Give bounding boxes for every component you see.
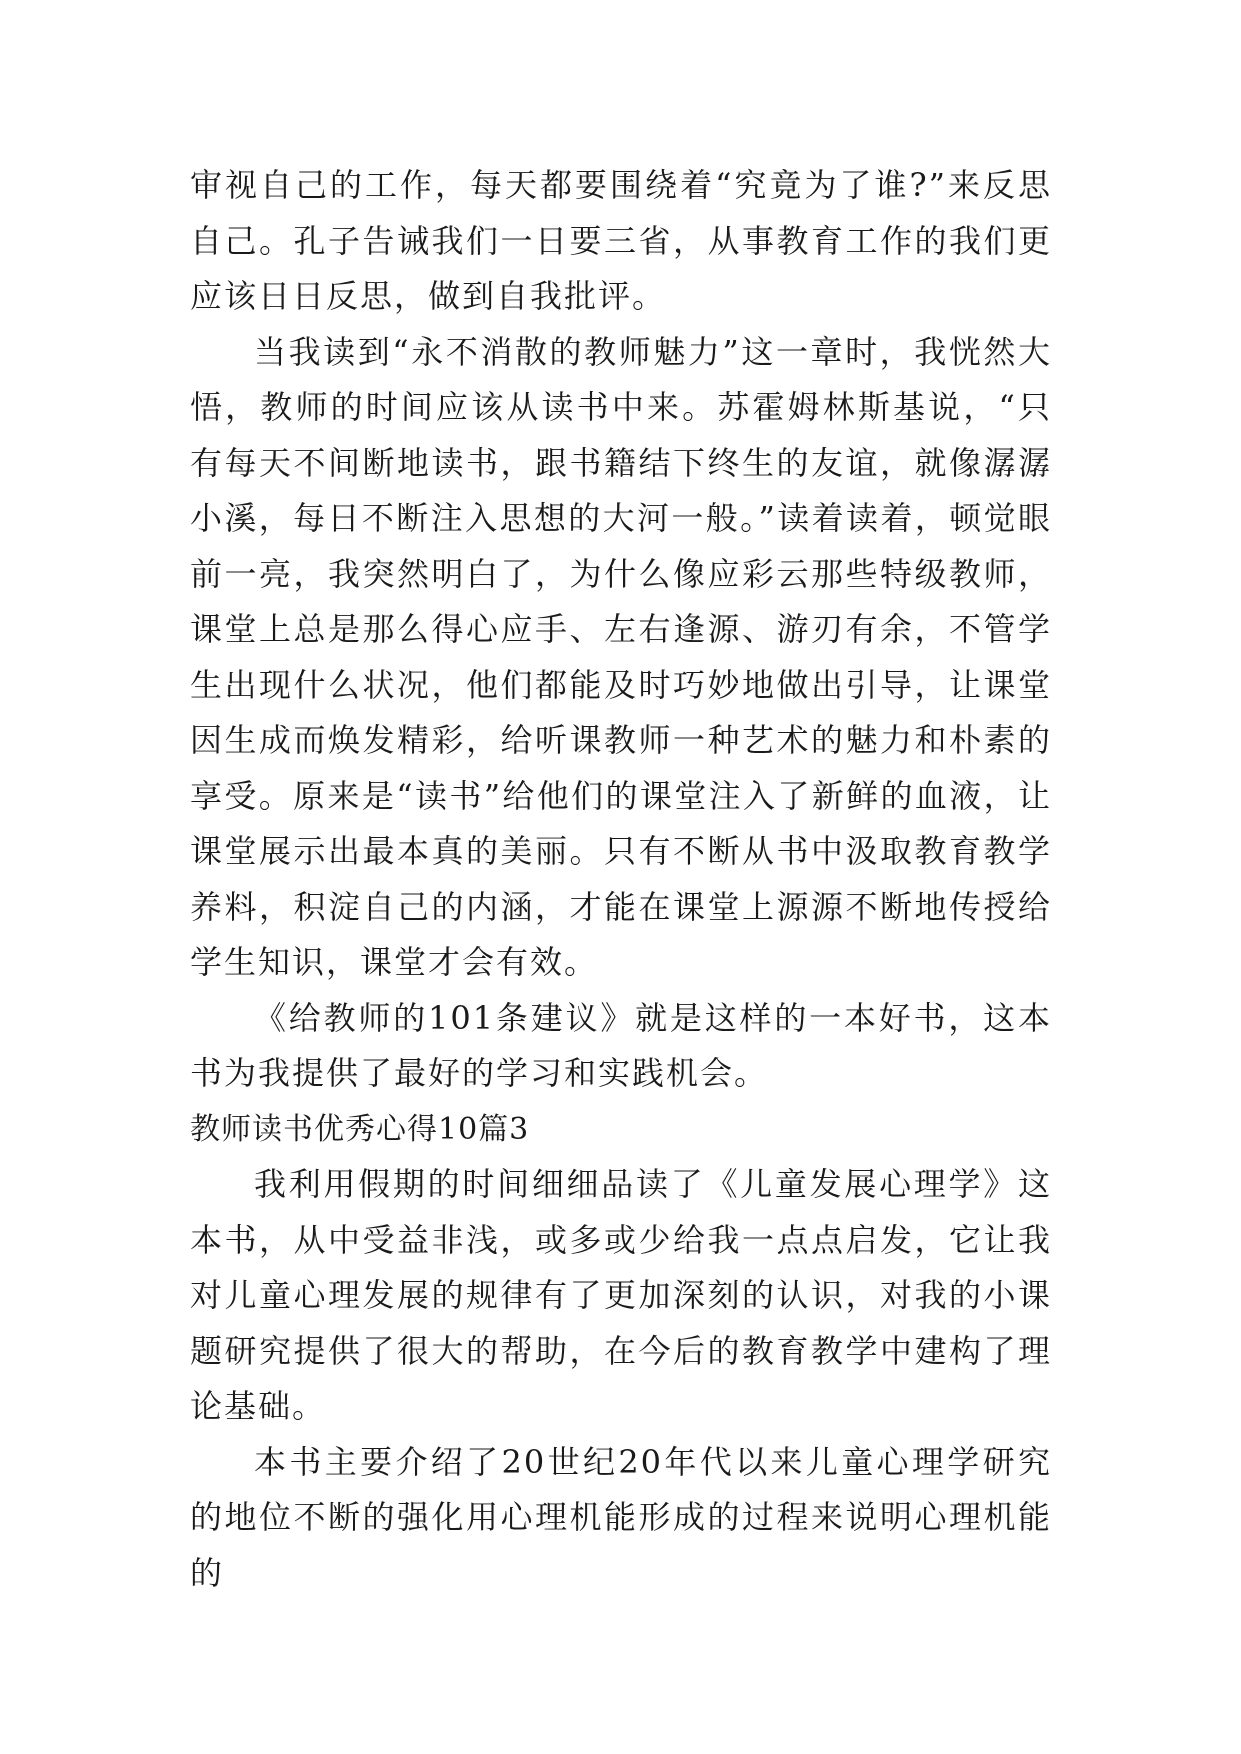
paragraph-book-recommendation: 《给教师的101条建议》就是这样的一本好书，这本书为我提供了最好的学习和实践机会。 xyxy=(190,998,1052,1092)
paragraph-book-intro: 本书主要介绍了20世纪20年代以来儿童心理学研究的地位不断的强化用心理机能形成的过程来说明心理机能的 xyxy=(190,1442,1052,1592)
document-body xyxy=(190,158,1052,1601)
paragraph-teacher-charm: 当我读到“永不消散的教师魅力”这一章时，我恍然大悟，教师的时间应该从读书中来。苏霍姆林斯基说，“只有每天不间断地读书，跟书籍结下终生的友谊，就像潺潺小溪，每日不断注入思想的大河一般。”读着读着，顿觉眼前一亮，我突然明白了，为什么像应彩云那些特级教师，课堂上总是那么得心应手、左右逢源、游刃有余，不管学生出现什么状况，他们都能及时巧妙地做出引导，让课堂因生成而焕发精彩，给听课教师一种艺术的魅力和朴素的享受。原来是“读书”给他们的课堂注入了新鲜的血液，让课堂展示出最本真的美丽。只有不断从书中汲取教育教学养料，积淀自己的内涵，才能在课堂上源源不断地传授给学生知识，课堂才会有效。 xyxy=(190,332,1052,981)
section-heading: 教师读书优秀心得10篇3 xyxy=(190,1111,530,1147)
paragraph-continued: 审视自己的工作，每天都要围绕着“究竟为了谁?”来反思自己。孔子告诫我们一日要三省，从事教育工作的我们更应该日日反思，做到自我批评。 xyxy=(190,166,1052,315)
paragraph-child-psychology: 我利用假期的时间细细品读了《儿童发展心理学》这本书，从中受益非浅，或多或少给我一点点启发，它让我对儿童心理发展的规律有了更加深刻的认识，对我的小课题研究提供了很大的帮助，在今后的教育教学中建构了理论基础。 xyxy=(190,1165,1052,1425)
